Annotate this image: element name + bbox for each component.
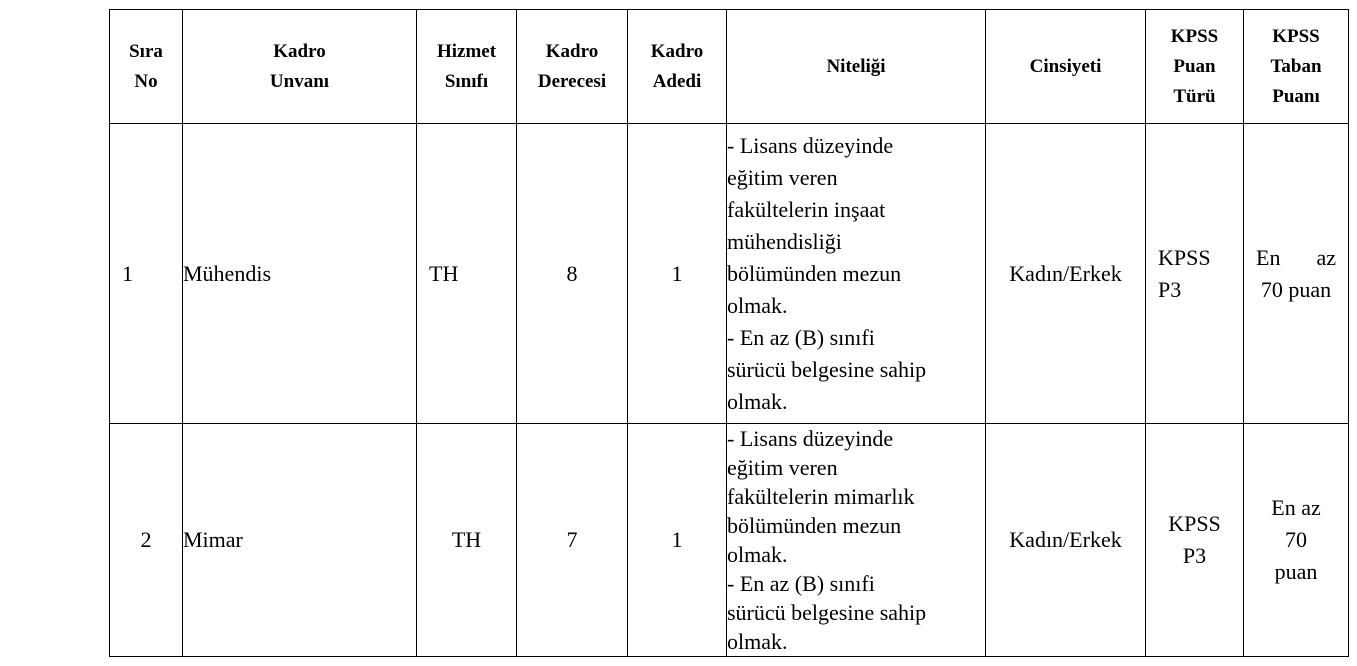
cell-niteligi: - Lisans düzeyinde eğitim veren fakültelerin mimarlık bölümünden mezun olmak. - En az (B) sınıfi sürücü belgesine sahip olmak.	[727, 424, 986, 657]
cell-cinsiyeti: Kadın/Erkek	[986, 124, 1146, 424]
cell-kadro-adedi: 1	[628, 124, 727, 424]
cell-kpss-puan-turu: KPSS P3	[1146, 124, 1244, 424]
header-kadro-unvani: Kadro Unvanı	[183, 10, 417, 124]
cell-sira-no: 1	[110, 124, 183, 424]
cell-sira-no: 2	[110, 424, 183, 657]
cell-cinsiyeti: Kadın/Erkek	[986, 424, 1146, 657]
header-cinsiyeti: Cinsiyeti	[986, 10, 1146, 124]
table-row	[110, 424, 1349, 657]
cell-niteligi: - Lisans düzeyinde eğitim veren fakültelerin inşaat mühendisliği bölümünden mezun olmak. - En az (B) sınıfi sürücü belgesine sahip olmak.	[727, 124, 986, 424]
header-kadro-adedi: Kadro Adedi	[628, 10, 727, 124]
cell-kadro-unvani: Mimar	[183, 424, 417, 657]
header-sira-no: Sıra No	[110, 10, 183, 124]
table-row	[110, 124, 1349, 424]
cell-kadro-unvani: Mühendis	[183, 124, 417, 424]
cell-kadro-adedi: 1	[628, 424, 727, 657]
cell-hizmet-sinifi: TH	[417, 124, 517, 424]
cell-kadro-derecesi: 8	[517, 124, 628, 424]
header-niteligi: Niteliği	[727, 10, 986, 124]
header-kadro-derecesi: Kadro Derecesi	[517, 10, 628, 124]
header-hizmet-sinifi: Hizmet Sınıfı	[417, 10, 517, 124]
taban-line-1: En az	[1256, 244, 1336, 270]
cell-kadro-derecesi: 7	[517, 424, 628, 657]
cell-kpss-taban-puani: En az 70 puan	[1244, 424, 1349, 657]
header-kpss-puan-turu: KPSS Puan Türü	[1146, 10, 1244, 124]
header-row	[110, 10, 1349, 124]
staff-positions-table	[109, 9, 1349, 657]
cell-kpss-puan-turu: KPSS P3	[1146, 424, 1244, 657]
header-kpss-taban-puani: KPSS Taban Puanı	[1244, 10, 1349, 124]
cell-kpss-taban-puani: En az 70 puan	[1244, 124, 1349, 424]
cell-hizmet-sinifi: TH	[417, 424, 517, 657]
